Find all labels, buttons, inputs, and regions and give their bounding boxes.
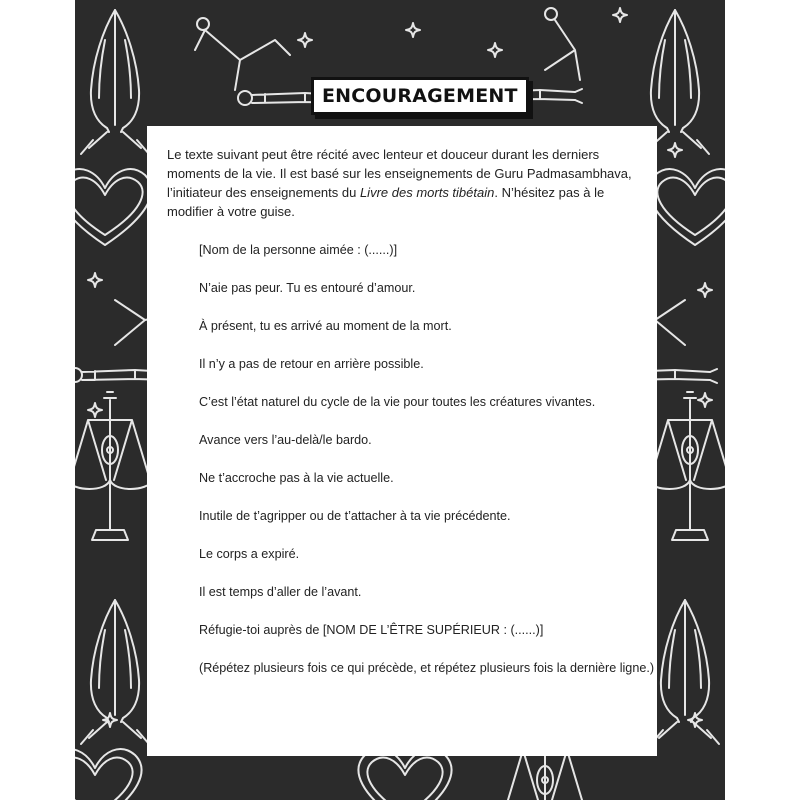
recitation-line: Il est temps d’aller de l’avant.	[199, 585, 362, 599]
intro-text-part1: Le texte suivant peut être récité avec lenteur et douceur durant les derniers moments de la vie. Il est basé sur les enseignements de Guru Padmasambhava, l’initiateur des enseignements du	[167, 147, 632, 200]
recitation-line: Il n’y a pas de retour en arrière possible.	[199, 357, 424, 371]
recitation-line: Réfugie-toi auprès de [NOM DE L’ÊTRE SUPÉRIEUR : (......)]	[199, 623, 544, 637]
recitation-line: (Répétez plusieurs fois ce qui précède, et répétez plusieurs fois la dernière ligne.)	[199, 661, 655, 675]
recitation-line: C’est l’état naturel du cycle de la vie pour toutes les créatures vivantes.	[199, 395, 596, 409]
page-title: ENCOURAGEMENT	[322, 85, 518, 107]
recitation-line: Inutile de t’agripper ou de t’attacher à ta vie précédente.	[199, 509, 511, 523]
recitation-line: [Nom de la personne aimée : (......)]	[199, 243, 398, 257]
recitation-line: N’aie pas peur. Tu es entouré d’amour.	[199, 281, 416, 295]
text-card	[147, 126, 657, 756]
intro-paragraph	[167, 145, 637, 221]
recitation-list	[167, 242, 655, 677]
book-page	[75, 0, 725, 800]
recitation-line: À présent, tu es arrivé au moment de la mort.	[199, 319, 452, 333]
recitation-line: Ne t’accroche pas à la vie actuelle.	[199, 471, 394, 485]
recitation-line: Avance vers l’au-delà/le bardo.	[199, 433, 372, 447]
intro-text-part2: . N’hésitez pas à le modifier à votre guise.	[167, 185, 605, 219]
title-box	[311, 77, 529, 115]
recitation-line: Le corps a expiré.	[199, 547, 300, 561]
intro-book-title: Livre des morts tibétain	[359, 185, 495, 200]
